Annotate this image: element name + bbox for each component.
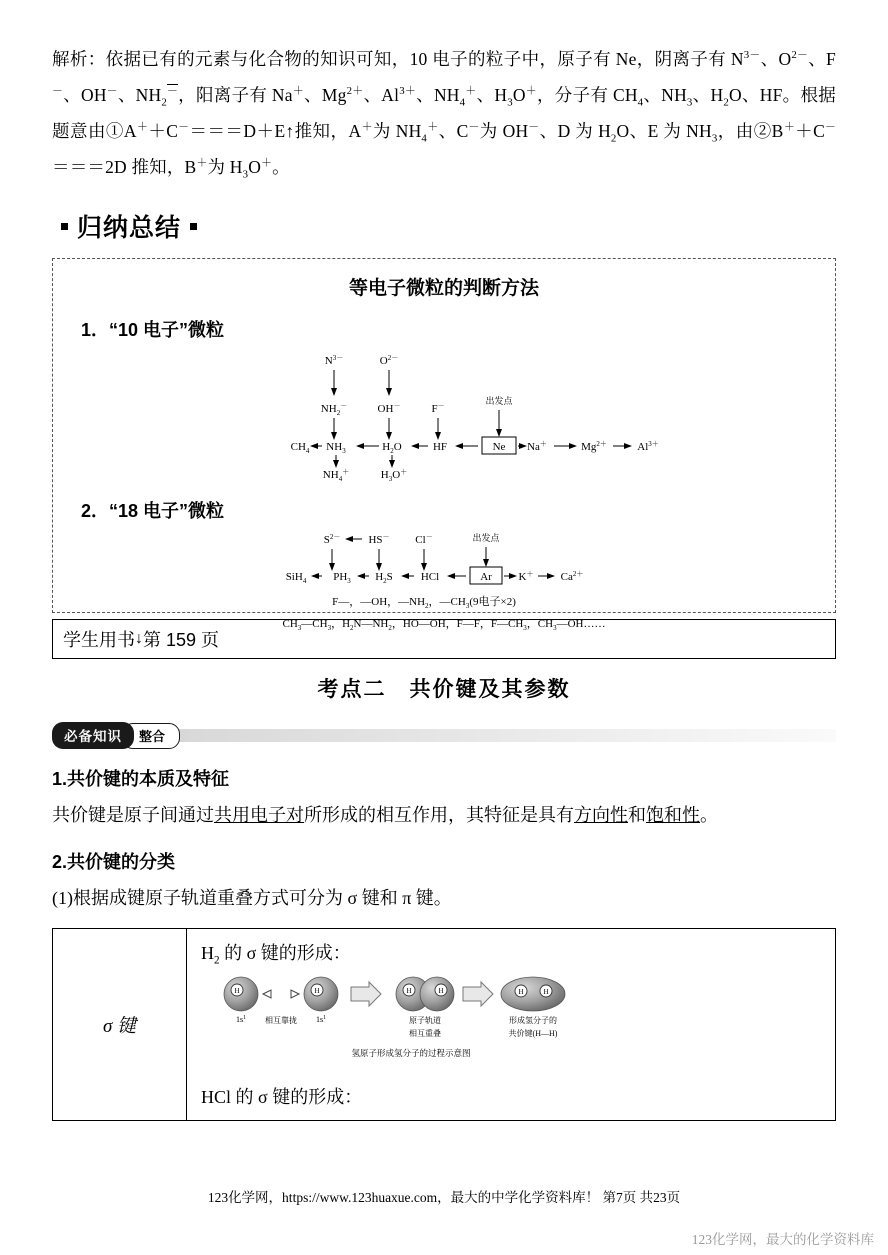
svg-text:F—，—OH，—NH2，—CH3(9电子×2): F—，—OH，$—NH_2$，$—CH_3(9$电子×2) — [332, 595, 516, 610]
svg-text:Ne: Ne — [492, 440, 506, 453]
section1-underline-2: 方向性 — [574, 804, 628, 825]
sigma-h2-a: H — [201, 942, 214, 963]
svg-text:1s1: $1s^1$ — [315, 1015, 327, 1025]
book-reference-after: 第 159 页 — [143, 629, 220, 650]
analysis-text-16: ＋C — [148, 120, 179, 141]
sup-mg: 2＋ — [346, 85, 364, 98]
svg-text:H2S: $H_2S$ — [375, 570, 393, 585]
sub-nh4b: 4 — [421, 132, 428, 145]
sigma-h2-b: 的 σ 键的形成： — [219, 942, 351, 963]
svg-text:氢原子形成氢分子的过程示意图: 氢原子形成氢分子的过程示意图 — [351, 1048, 471, 1059]
analysis-text-1: 依据已有的元素与化合物的知识可知，10 电子的粒子中，原子有 Ne，阴离子有 N — [105, 49, 744, 69]
svg-text:F－: F－ — [431, 401, 445, 415]
svg-text:1s1: $1s^1$ — [235, 1015, 247, 1025]
sup-nh2-charge: － — [166, 85, 179, 98]
knowledge-badge-row — [52, 725, 836, 747]
svg-text:H: H — [438, 987, 444, 996]
svg-text:H: H — [406, 987, 412, 996]
section1-underline-1: 共用电子对 — [214, 804, 304, 825]
analysis-text-15: O、HF。根据题意由①A — [52, 84, 836, 141]
analysis-text-2: 、O — [760, 49, 792, 69]
svg-text:H: H — [314, 987, 320, 996]
section1-body-3: 和 — [628, 804, 646, 825]
analysis-paragraph — [52, 42, 836, 186]
analysis-label: 解析： — [52, 49, 106, 69]
sup-oh: － — [106, 85, 118, 98]
svg-text:H2O: $H_2O$ — [382, 440, 402, 455]
sup-c2: － — [468, 120, 480, 133]
sub-nh2: 2 — [161, 96, 167, 109]
svg-text:Mg2＋: $Mg^{2+}$ — [581, 439, 607, 453]
svg-text:PH3: $PH_3$ — [333, 570, 351, 585]
svg-text:Ca2＋: $Ca^{2+}$ — [560, 569, 584, 583]
analysis-text-7: 、Mg — [304, 84, 347, 105]
badge-secondary: 整合 — [122, 723, 180, 749]
section1-heading: 1.共价键的本质及特征 — [52, 768, 230, 789]
analysis-text-21: 、D 为 H — [539, 120, 611, 141]
summary-dashed-box — [52, 258, 836, 632]
sup-na: ＋ — [292, 85, 305, 98]
svg-text:O2－: $O^{2-}$ — [379, 353, 399, 367]
analysis-text-25: ＝＝＝2D 推知，B — [52, 156, 197, 177]
svg-text:OH－: OH－ — [377, 401, 401, 415]
sup-c: － — [178, 120, 190, 133]
sub-nh4: 4 — [459, 96, 466, 109]
svg-text:HF: HF — [432, 440, 448, 453]
svg-text:出发点: 出发点 — [485, 395, 513, 406]
dashbox-item-2: 2．“18 电子”微粒 — [81, 500, 225, 521]
sup-h3o: ＋ — [525, 85, 537, 98]
analysis-text-24: ＋C — [795, 120, 825, 141]
sub-ch4: 4 — [637, 96, 644, 109]
analysis-text-8: 、Al — [363, 84, 400, 105]
svg-text:H: H — [518, 988, 524, 997]
sup-nh4: ＋ — [465, 85, 477, 98]
svg-text:SiH4: SiH$_4$ — [285, 570, 307, 585]
analysis-text-12: ，分子有 CH — [536, 84, 638, 105]
badge-gradient-bar — [176, 729, 836, 742]
diagram-10-electron — [69, 342, 819, 483]
analysis-text-17: ＝＝＝D＋E↑推知，A — [189, 120, 362, 141]
sigma-h2-line — [201, 939, 821, 967]
sup-a: ＋ — [136, 120, 149, 133]
book-reference-before: 学生用书 — [63, 629, 135, 650]
analysis-text-6: ，阳离子有 Na — [178, 84, 293, 105]
svg-text:CH3—CH3，H2N—NH2，HO—OH，F—F，F—CH: $CH_3—CH_3$，$H_2N—NH_2$，HO—OH，F—F，$F—CH_3$，$CH_3—OH\dots\dots$ — [282, 617, 606, 632]
analysis-text-27: O — [248, 156, 262, 177]
sup-n3: 3－ — [743, 49, 761, 62]
sup-oh2: － — [528, 120, 540, 133]
dashbox-item-1: 1．“10 电子”微粒 — [81, 319, 225, 340]
svg-text:S2－: $S^{2-}$ — [323, 532, 341, 546]
analysis-text-26: 为 H — [207, 156, 243, 177]
section1-body-2: 所形成的相互作用，其特征是具有 — [304, 804, 574, 825]
analysis-text-4: 、OH — [63, 84, 107, 105]
sup-al: 3＋ — [399, 85, 417, 98]
svg-text:Na＋: Na＋ — [527, 439, 547, 453]
analysis-text-14: 、H — [692, 84, 724, 105]
analysis-text-20: 为 OH — [479, 120, 529, 141]
analysis-text-9: 、NH — [416, 84, 460, 105]
svg-text:NH4＋: $NH_4^+$ — [322, 467, 350, 483]
summary-heading — [52, 208, 836, 244]
sup-b2: ＋ — [196, 156, 208, 169]
sub-nh3b: 3 — [711, 132, 718, 145]
analysis-text-28: 。 — [272, 156, 290, 177]
section1-body — [52, 801, 836, 831]
svg-text:原子轨道: 原子轨道 — [409, 1016, 441, 1026]
summary-heading-text: 归纳总结 — [77, 213, 182, 242]
sub-h2o: 2 — [723, 96, 729, 109]
svg-text:NH3: $NH_3$ — [326, 440, 346, 455]
analysis-text-3: 、F — [808, 49, 836, 69]
svg-text:H: H — [234, 987, 240, 996]
sup-o2: 2－ — [791, 49, 808, 62]
badge-primary: 必备知识 — [52, 722, 134, 749]
analysis-text-5: 、NH — [117, 84, 162, 105]
sigma-bond-label: σ 键 — [53, 929, 187, 1120]
analysis-text-22: O、E 为 NH — [616, 120, 712, 141]
svg-text:共价键(H—H): 共价键(H—H) — [508, 1029, 558, 1039]
svg-text:形成氢分子的: 形成氢分子的 — [509, 1016, 557, 1026]
sigma-hcl-line: HCl 的 σ 键的形成： — [201, 1087, 363, 1108]
analysis-text-19: 、C — [438, 120, 469, 141]
svg-text:相互靠拢: 相互靠拢 — [265, 1016, 297, 1026]
sigma-h2-diagram — [201, 966, 821, 1079]
sup-nh4b: ＋ — [427, 120, 439, 133]
sup-h3o2: ＋ — [261, 156, 273, 169]
section1-body-1: 共价键是原子间通过 — [52, 804, 214, 825]
sub-h3o2: 3 — [242, 168, 249, 181]
square-bullet-left-icon — [61, 223, 68, 230]
svg-text:K＋: K＋ — [518, 569, 534, 583]
svg-text:HS－: HS－ — [368, 532, 390, 546]
page-footer: 123化学网，https://www.123huaxue.com，最大的中学化学资料库！ 第7页 共23页 — [207, 1190, 681, 1205]
svg-text:H3O＋: $H_3O^+$ — [380, 467, 408, 483]
sigma-h2-sub: 2 — [214, 954, 220, 967]
svg-text:Cl－: Cl－ — [415, 532, 433, 546]
down-arrow-icon: ↓ — [135, 629, 143, 647]
watermark: 123化学网，最大的化学资料库 — [691, 1232, 874, 1247]
sub-nh3: 3 — [686, 96, 693, 109]
svg-text:NH2－: $NH_2^-$ — [320, 401, 348, 417]
svg-text:HCl: HCl — [420, 570, 440, 583]
analysis-text-23: ，由②B — [717, 120, 784, 141]
svg-text:Ar: Ar — [480, 570, 492, 583]
svg-text:出发点: 出发点 — [472, 532, 500, 543]
analysis-text-10: 、H — [476, 84, 508, 105]
dashbox-title: 等电子微粒的判断方法 — [348, 277, 539, 299]
analysis-text-11: O — [512, 84, 526, 105]
square-bullet-right-icon — [190, 223, 197, 230]
svg-text:CH4: $CH_4$ — [290, 440, 310, 455]
sup-a2: ＋ — [361, 120, 373, 133]
sigma-bond-table — [52, 928, 836, 1121]
sup-c3: － — [824, 120, 837, 133]
kaodian-heading: 考点二 共价键及其参数 — [317, 677, 571, 701]
section2-heading: 2.共价键的分类 — [52, 852, 176, 873]
sup-b: ＋ — [783, 120, 796, 133]
diagram-18-electron — [69, 523, 819, 640]
svg-text:H: H — [543, 988, 549, 997]
svg-text:Al3＋: $Al^{3+}$ — [637, 439, 659, 453]
analysis-text-13: 、NH — [643, 84, 687, 105]
sigma-bond-content — [187, 929, 835, 1120]
sub-h3o: 3 — [507, 96, 513, 109]
svg-text:N3－: $N^{3-}$ — [324, 353, 344, 367]
analysis-text-18: 为 NH — [372, 120, 422, 141]
sup-f: － — [52, 85, 64, 98]
section1-underline-3: 饱和性 — [646, 804, 700, 825]
svg-text:相互重叠: 相互重叠 — [409, 1029, 441, 1039]
section1-body-4: 。 — [700, 804, 718, 825]
section2-body: (1)根据成键原子轨道重叠方式可分为 σ 键和 π 键。 — [52, 888, 452, 909]
sub-h2o2: 2 — [610, 132, 617, 145]
